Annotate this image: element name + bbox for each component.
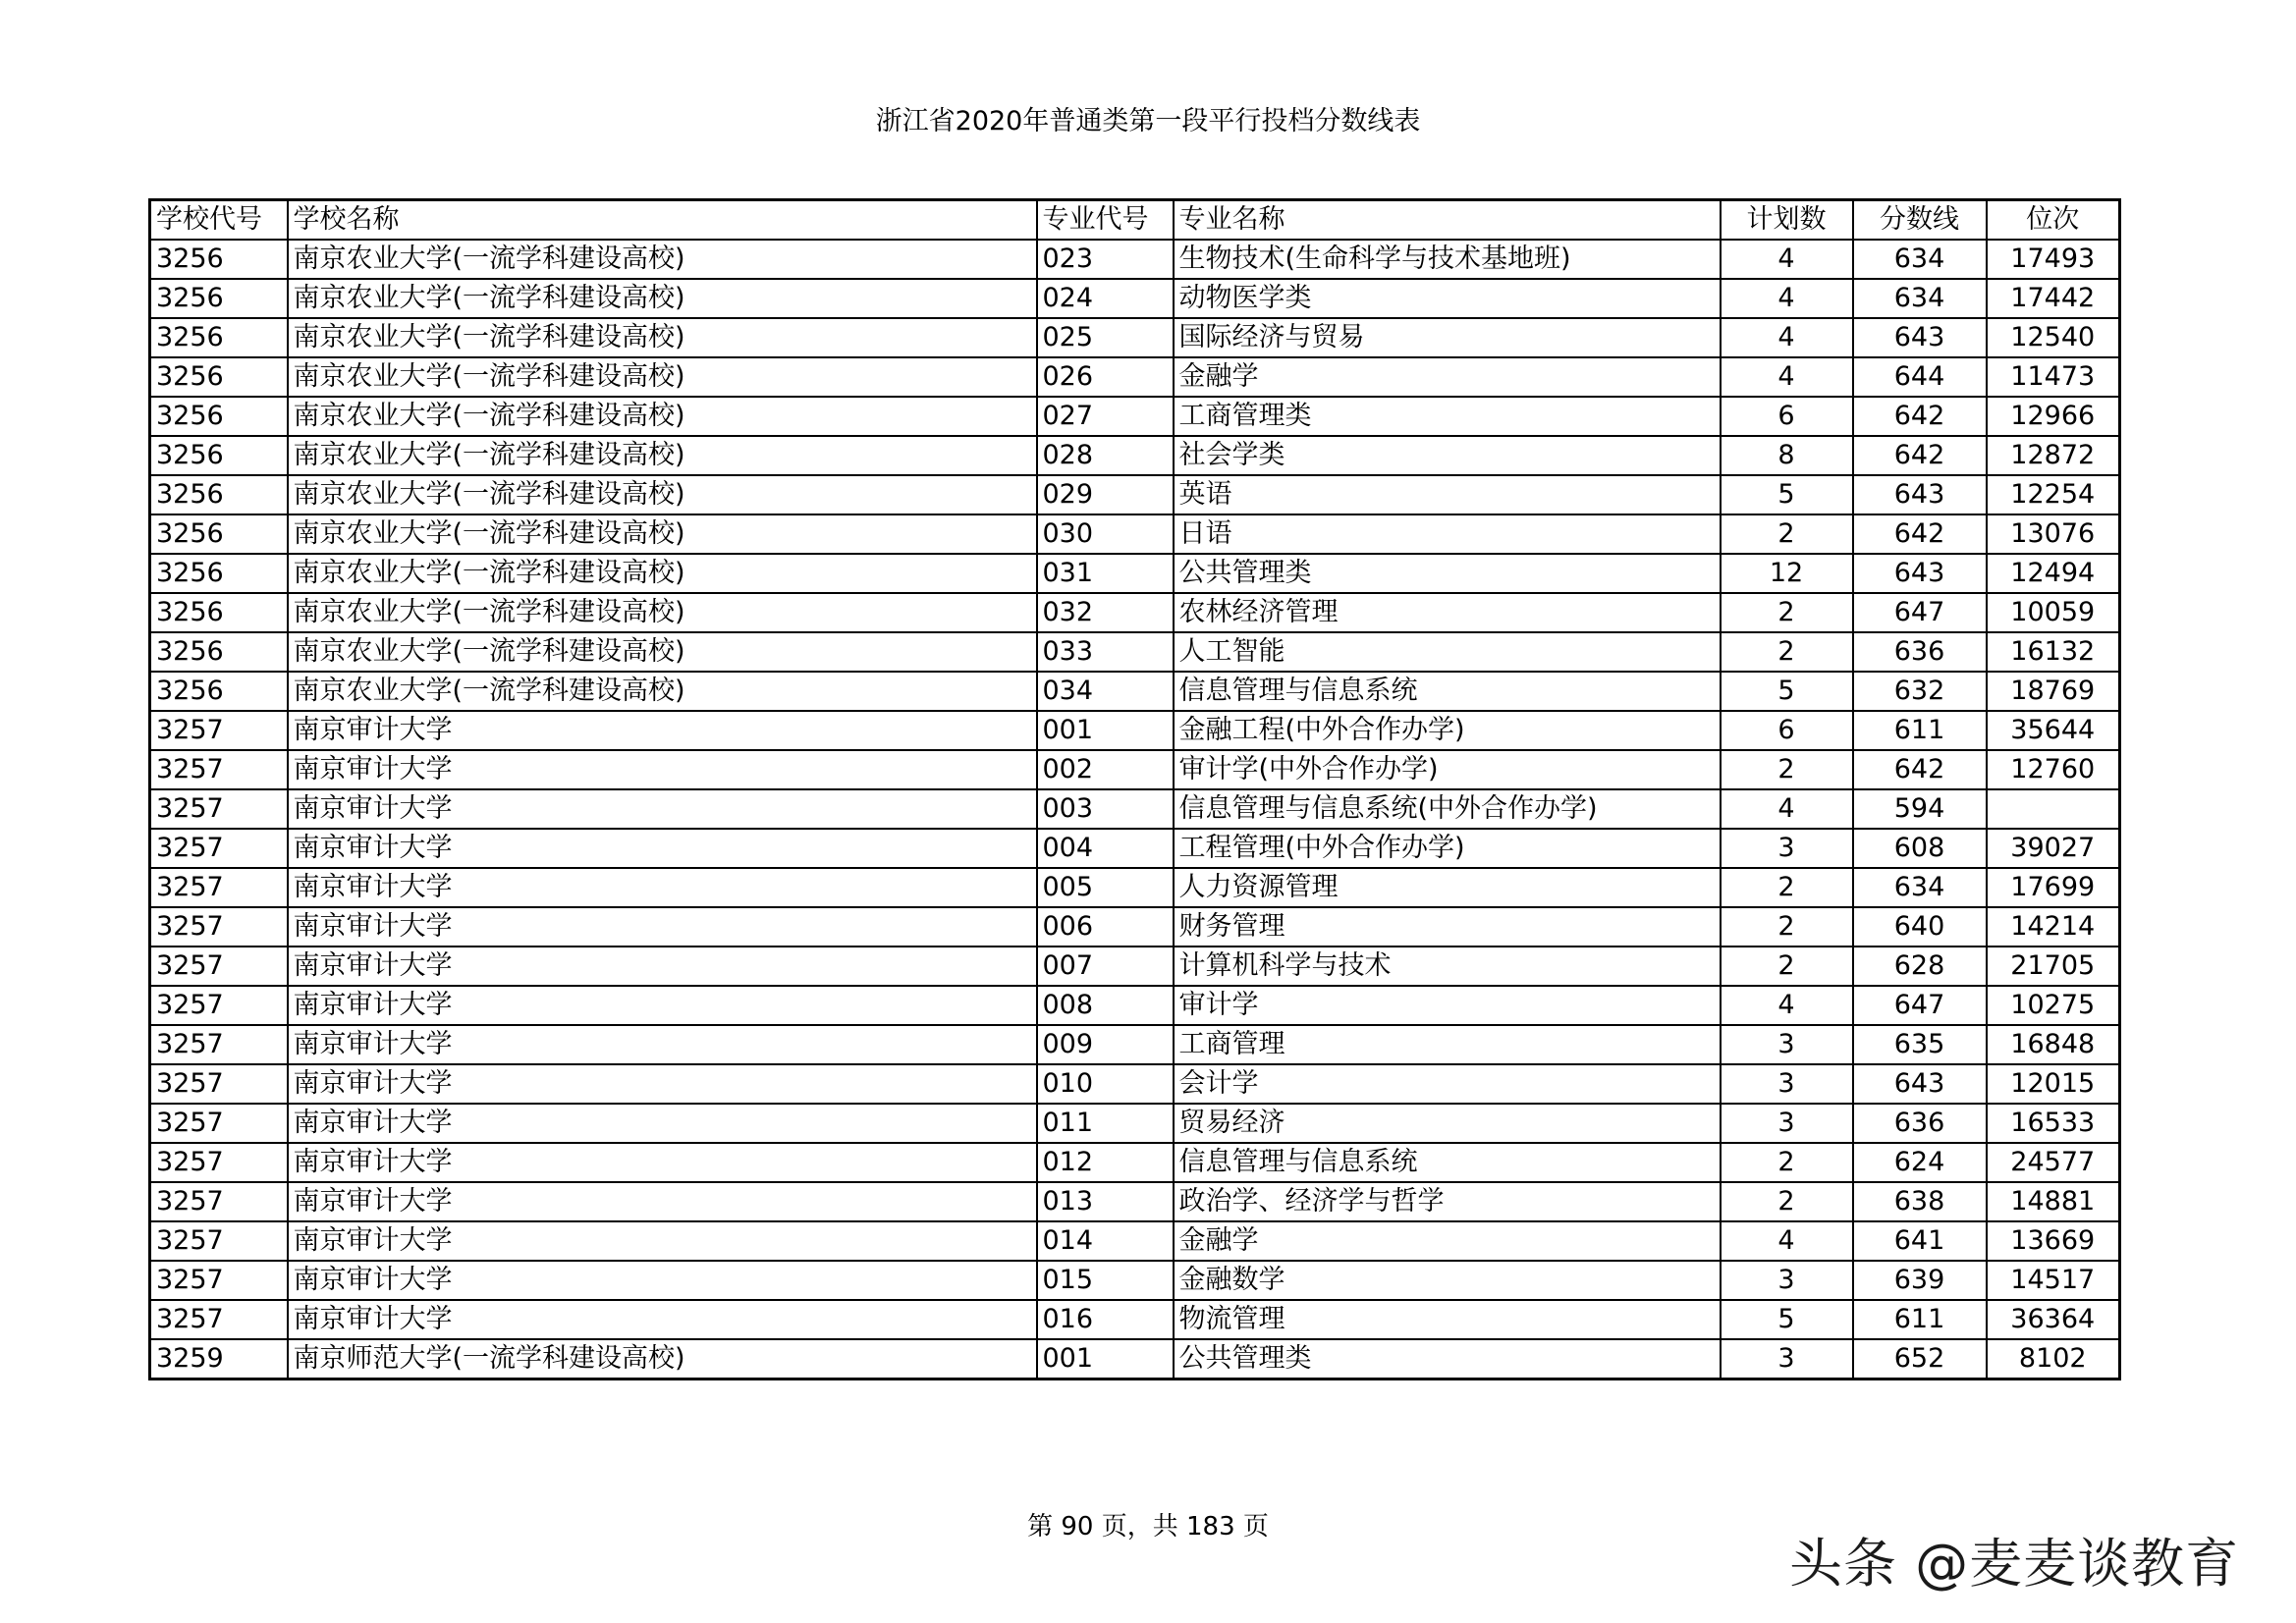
cell-school-code: 3257 <box>150 829 288 868</box>
cell-major-name: 贸易经济 <box>1174 1104 1721 1143</box>
cell-school-name: 南京农业大学(一流学科建设高校) <box>288 554 1037 593</box>
table-row <box>150 357 2120 397</box>
cell-school-name: 南京农业大学(一流学科建设高校) <box>288 397 1037 436</box>
cell-major-code: 011 <box>1037 1104 1174 1143</box>
cell-school-code: 3256 <box>150 554 288 593</box>
table-row <box>150 1143 2120 1182</box>
cell-rank: 16132 <box>1987 632 2120 672</box>
cell-school-name: 南京农业大学(一流学科建设高校) <box>288 318 1037 357</box>
cell-plan: 2 <box>1721 593 1853 632</box>
page-title: 浙江省2020年普通类第一段平行投档分数线表 <box>875 106 1421 136</box>
cell-major-code: 012 <box>1037 1143 1174 1182</box>
cell-plan: 4 <box>1721 318 1853 357</box>
table-row <box>150 1025 2120 1064</box>
cell-major-code: 010 <box>1037 1064 1174 1104</box>
cell-plan: 6 <box>1721 711 1853 750</box>
cell-plan: 2 <box>1721 1143 1853 1182</box>
cell-score: 643 <box>1853 1064 1987 1104</box>
cell-school-code: 3256 <box>150 672 288 711</box>
cell-score: 632 <box>1853 672 1987 711</box>
cell-school-name: 南京农业大学(一流学科建设高校) <box>288 672 1037 711</box>
table-row <box>150 240 2120 279</box>
cell-school-name: 南京审计大学 <box>288 1182 1037 1221</box>
cell-score: 636 <box>1853 1104 1987 1143</box>
cell-plan: 3 <box>1721 1261 1853 1300</box>
table-row <box>150 829 2120 868</box>
cell-major-name: 动物医学类 <box>1174 279 1721 318</box>
cell-score: 642 <box>1853 436 1987 475</box>
table-row <box>150 397 2120 436</box>
col-header-major-name: 专业名称 <box>1174 200 1721 241</box>
cell-plan: 4 <box>1721 789 1853 829</box>
cell-score: 639 <box>1853 1261 1987 1300</box>
table-row <box>150 1104 2120 1143</box>
cell-school-code: 3257 <box>150 1300 288 1339</box>
cell-major-name: 信息管理与信息系统(中外合作办学) <box>1174 789 1721 829</box>
cell-rank: 21705 <box>1987 947 2120 986</box>
cell-school-name: 南京农业大学(一流学科建设高校) <box>288 357 1037 397</box>
cell-plan: 3 <box>1721 829 1853 868</box>
table-row <box>150 514 2120 554</box>
cell-major-name: 生物技术(生命科学与技术基地班) <box>1174 240 1721 279</box>
score-table <box>148 198 2121 1380</box>
cell-major-code: 028 <box>1037 436 1174 475</box>
cell-rank: 10059 <box>1987 593 2120 632</box>
cell-rank: 11473 <box>1987 357 2120 397</box>
cell-major-code: 016 <box>1037 1300 1174 1339</box>
cell-school-code: 3257 <box>150 1221 288 1261</box>
cell-school-code: 3256 <box>150 475 288 514</box>
cell-school-name: 南京审计大学 <box>288 1261 1037 1300</box>
cell-score: 643 <box>1853 554 1987 593</box>
col-header-major-code: 专业代号 <box>1037 200 1174 241</box>
cell-plan: 12 <box>1721 554 1853 593</box>
table-row <box>150 279 2120 318</box>
cell-school-code: 3256 <box>150 240 288 279</box>
cell-major-code: 030 <box>1037 514 1174 554</box>
cell-school-name: 南京审计大学 <box>288 1143 1037 1182</box>
cell-school-code: 3257 <box>150 907 288 947</box>
table-row <box>150 475 2120 514</box>
cell-rank: 12966 <box>1987 397 2120 436</box>
cell-school-name: 南京审计大学 <box>288 1300 1037 1339</box>
cell-rank: 12494 <box>1987 554 2120 593</box>
cell-rank: 16533 <box>1987 1104 2120 1143</box>
cell-major-name: 国际经济与贸易 <box>1174 318 1721 357</box>
cell-school-code: 3256 <box>150 318 288 357</box>
cell-major-code: 009 <box>1037 1025 1174 1064</box>
cell-school-name: 南京审计大学 <box>288 750 1037 789</box>
table-row <box>150 1300 2120 1339</box>
cell-rank: 17442 <box>1987 279 2120 318</box>
cell-rank: 17699 <box>1987 868 2120 907</box>
cell-major-name: 信息管理与信息系统 <box>1174 1143 1721 1182</box>
cell-major-name: 农林经济管理 <box>1174 593 1721 632</box>
table-row <box>150 750 2120 789</box>
cell-score: 628 <box>1853 947 1987 986</box>
cell-school-name: 南京农业大学(一流学科建设高校) <box>288 514 1037 554</box>
cell-major-name: 金融工程(中外合作办学) <box>1174 711 1721 750</box>
cell-school-code: 3257 <box>150 789 288 829</box>
cell-rank: 12760 <box>1987 750 2120 789</box>
cell-score: 641 <box>1853 1221 1987 1261</box>
cell-school-code: 3257 <box>150 1182 288 1221</box>
cell-score: 644 <box>1853 357 1987 397</box>
cell-rank: 10275 <box>1987 986 2120 1025</box>
cell-score: 608 <box>1853 829 1987 868</box>
cell-school-code: 3257 <box>150 986 288 1025</box>
cell-plan: 2 <box>1721 514 1853 554</box>
table-row <box>150 1261 2120 1300</box>
cell-major-name: 工商管理类 <box>1174 397 1721 436</box>
cell-major-code: 025 <box>1037 318 1174 357</box>
cell-rank: 14214 <box>1987 907 2120 947</box>
table-header-row <box>150 200 2120 241</box>
cell-major-name: 日语 <box>1174 514 1721 554</box>
table-row <box>150 593 2120 632</box>
cell-school-code: 3256 <box>150 279 288 318</box>
cell-school-name: 南京农业大学(一流学科建设高校) <box>288 279 1037 318</box>
cell-plan: 4 <box>1721 1221 1853 1261</box>
cell-school-name: 南京审计大学 <box>288 868 1037 907</box>
cell-score: 611 <box>1853 1300 1987 1339</box>
cell-school-code: 3257 <box>150 1025 288 1064</box>
cell-score: 642 <box>1853 397 1987 436</box>
cell-major-code: 032 <box>1037 593 1174 632</box>
cell-school-name: 南京审计大学 <box>288 947 1037 986</box>
cell-rank: 13669 <box>1987 1221 2120 1261</box>
cell-plan: 3 <box>1721 1339 1853 1380</box>
cell-major-name: 财务管理 <box>1174 907 1721 947</box>
cell-school-code: 3256 <box>150 514 288 554</box>
cell-major-code: 005 <box>1037 868 1174 907</box>
cell-major-code: 029 <box>1037 475 1174 514</box>
cell-rank: 16848 <box>1987 1025 2120 1064</box>
cell-major-code: 027 <box>1037 397 1174 436</box>
cell-plan: 5 <box>1721 1300 1853 1339</box>
cell-school-code: 3257 <box>150 711 288 750</box>
cell-major-name: 工程管理(中外合作办学) <box>1174 829 1721 868</box>
cell-rank: 13076 <box>1987 514 2120 554</box>
cell-major-code: 008 <box>1037 986 1174 1025</box>
cell-major-code: 001 <box>1037 711 1174 750</box>
cell-major-name: 信息管理与信息系统 <box>1174 672 1721 711</box>
cell-school-code: 3259 <box>150 1339 288 1380</box>
cell-rank: 39027 <box>1987 829 2120 868</box>
cell-major-code: 001 <box>1037 1339 1174 1380</box>
cell-school-name: 南京审计大学 <box>288 829 1037 868</box>
cell-school-code: 3256 <box>150 397 288 436</box>
cell-major-name: 审计学 <box>1174 986 1721 1025</box>
cell-major-code: 026 <box>1037 357 1174 397</box>
cell-school-code: 3256 <box>150 632 288 672</box>
cell-plan: 8 <box>1721 436 1853 475</box>
table-row <box>150 632 2120 672</box>
cell-plan: 2 <box>1721 1182 1853 1221</box>
cell-plan: 3 <box>1721 1025 1853 1064</box>
cell-school-code: 3257 <box>150 868 288 907</box>
cell-major-name: 工商管理 <box>1174 1025 1721 1064</box>
cell-school-name: 南京审计大学 <box>288 1064 1037 1104</box>
cell-plan: 2 <box>1721 632 1853 672</box>
cell-score: 643 <box>1853 318 1987 357</box>
cell-major-code: 004 <box>1037 829 1174 868</box>
table-row <box>150 947 2120 986</box>
cell-plan: 2 <box>1721 947 1853 986</box>
table-row <box>150 986 2120 1025</box>
cell-major-name: 公共管理类 <box>1174 554 1721 593</box>
cell-school-name: 南京农业大学(一流学科建设高校) <box>288 632 1037 672</box>
cell-score: 634 <box>1853 279 1987 318</box>
cell-rank: 36364 <box>1987 1300 2120 1339</box>
cell-score: 640 <box>1853 907 1987 947</box>
cell-score: 642 <box>1853 750 1987 789</box>
col-header-plan: 计划数 <box>1721 200 1853 241</box>
cell-school-name: 南京审计大学 <box>288 907 1037 947</box>
cell-school-name: 南京审计大学 <box>288 789 1037 829</box>
cell-school-code: 3257 <box>150 750 288 789</box>
cell-rank: 18769 <box>1987 672 2120 711</box>
cell-major-name: 金融数学 <box>1174 1261 1721 1300</box>
cell-score: 647 <box>1853 593 1987 632</box>
cell-score: 634 <box>1853 240 1987 279</box>
cell-major-code: 024 <box>1037 279 1174 318</box>
cell-score: 594 <box>1853 789 1987 829</box>
cell-major-code: 015 <box>1037 1261 1174 1300</box>
cell-rank: 35644 <box>1987 711 2120 750</box>
cell-school-code: 3256 <box>150 436 288 475</box>
cell-rank: 12540 <box>1987 318 2120 357</box>
cell-school-name: 南京农业大学(一流学科建设高校) <box>288 240 1037 279</box>
page-footer: 第 90 页，共 183 页 <box>1027 1512 1269 1542</box>
cell-score: 643 <box>1853 475 1987 514</box>
cell-rank: 8102 <box>1987 1339 2120 1380</box>
cell-major-name: 会计学 <box>1174 1064 1721 1104</box>
table-row <box>150 1064 2120 1104</box>
cell-school-name: 南京审计大学 <box>288 986 1037 1025</box>
cell-score: 624 <box>1853 1143 1987 1182</box>
cell-rank: 17493 <box>1987 240 2120 279</box>
cell-plan: 2 <box>1721 750 1853 789</box>
table-row <box>150 907 2120 947</box>
cell-school-code: 3256 <box>150 593 288 632</box>
cell-plan: 3 <box>1721 1064 1853 1104</box>
cell-rank: 12254 <box>1987 475 2120 514</box>
cell-school-name: 南京审计大学 <box>288 1025 1037 1064</box>
cell-score: 652 <box>1853 1339 1987 1380</box>
cell-school-code: 3257 <box>150 1143 288 1182</box>
cell-major-code: 006 <box>1037 907 1174 947</box>
cell-rank: 12015 <box>1987 1064 2120 1104</box>
cell-major-name: 英语 <box>1174 475 1721 514</box>
cell-major-code: 014 <box>1037 1221 1174 1261</box>
cell-major-name: 政治学、经济学与哲学 <box>1174 1182 1721 1221</box>
cell-major-code: 031 <box>1037 554 1174 593</box>
cell-major-name: 计算机科学与技术 <box>1174 947 1721 986</box>
table-row <box>150 318 2120 357</box>
table-row <box>150 436 2120 475</box>
cell-score: 611 <box>1853 711 1987 750</box>
cell-major-name: 金融学 <box>1174 357 1721 397</box>
cell-school-name: 南京审计大学 <box>288 711 1037 750</box>
cell-major-name: 人力资源管理 <box>1174 868 1721 907</box>
cell-major-name: 人工智能 <box>1174 632 1721 672</box>
cell-plan: 4 <box>1721 279 1853 318</box>
cell-major-code: 003 <box>1037 789 1174 829</box>
cell-plan: 5 <box>1721 672 1853 711</box>
col-header-score: 分数线 <box>1853 200 1987 241</box>
watermark: 头条 @麦麦谈教育 <box>1789 1533 2240 1595</box>
cell-major-code: 002 <box>1037 750 1174 789</box>
cell-major-name: 金融学 <box>1174 1221 1721 1261</box>
cell-rank <box>1987 789 2120 829</box>
cell-rank: 12872 <box>1987 436 2120 475</box>
table-row <box>150 1221 2120 1261</box>
cell-score: 638 <box>1853 1182 1987 1221</box>
cell-plan: 5 <box>1721 475 1853 514</box>
cell-major-code: 034 <box>1037 672 1174 711</box>
col-header-rank: 位次 <box>1987 200 2120 241</box>
cell-rank: 14881 <box>1987 1182 2120 1221</box>
cell-score: 635 <box>1853 1025 1987 1064</box>
cell-major-code: 007 <box>1037 947 1174 986</box>
cell-rank: 14517 <box>1987 1261 2120 1300</box>
cell-score: 636 <box>1853 632 1987 672</box>
cell-school-name: 南京审计大学 <box>288 1104 1037 1143</box>
table-row <box>150 554 2120 593</box>
cell-major-name: 社会学类 <box>1174 436 1721 475</box>
col-header-school-code: 学校代号 <box>150 200 288 241</box>
table-row <box>150 1182 2120 1221</box>
table-row <box>150 868 2120 907</box>
cell-school-code: 3256 <box>150 357 288 397</box>
cell-plan: 4 <box>1721 357 1853 397</box>
cell-school-name: 南京师范大学(一流学科建设高校) <box>288 1339 1037 1380</box>
cell-plan: 6 <box>1721 397 1853 436</box>
table-row <box>150 672 2120 711</box>
cell-plan: 2 <box>1721 907 1853 947</box>
cell-plan: 2 <box>1721 868 1853 907</box>
cell-school-name: 南京审计大学 <box>288 1221 1037 1261</box>
cell-score: 647 <box>1853 986 1987 1025</box>
table-body <box>150 240 2120 1380</box>
cell-school-name: 南京农业大学(一流学科建设高校) <box>288 475 1037 514</box>
cell-school-code: 3257 <box>150 1261 288 1300</box>
cell-school-code: 3257 <box>150 947 288 986</box>
cell-plan: 3 <box>1721 1104 1853 1143</box>
cell-school-name: 南京农业大学(一流学科建设高校) <box>288 593 1037 632</box>
col-header-school-name: 学校名称 <box>288 200 1037 241</box>
cell-major-name: 物流管理 <box>1174 1300 1721 1339</box>
cell-plan: 4 <box>1721 986 1853 1025</box>
cell-school-name: 南京农业大学(一流学科建设高校) <box>288 436 1037 475</box>
table-row <box>150 789 2120 829</box>
cell-major-name: 公共管理类 <box>1174 1339 1721 1380</box>
cell-major-code: 033 <box>1037 632 1174 672</box>
cell-major-code: 023 <box>1037 240 1174 279</box>
cell-major-name: 审计学(中外合作办学) <box>1174 750 1721 789</box>
table-row <box>150 711 2120 750</box>
cell-rank: 24577 <box>1987 1143 2120 1182</box>
cell-plan: 4 <box>1721 240 1853 279</box>
table-row <box>150 1339 2120 1380</box>
cell-school-code: 3257 <box>150 1064 288 1104</box>
cell-major-code: 013 <box>1037 1182 1174 1221</box>
cell-school-code: 3257 <box>150 1104 288 1143</box>
cell-score: 634 <box>1853 868 1987 907</box>
cell-score: 642 <box>1853 514 1987 554</box>
